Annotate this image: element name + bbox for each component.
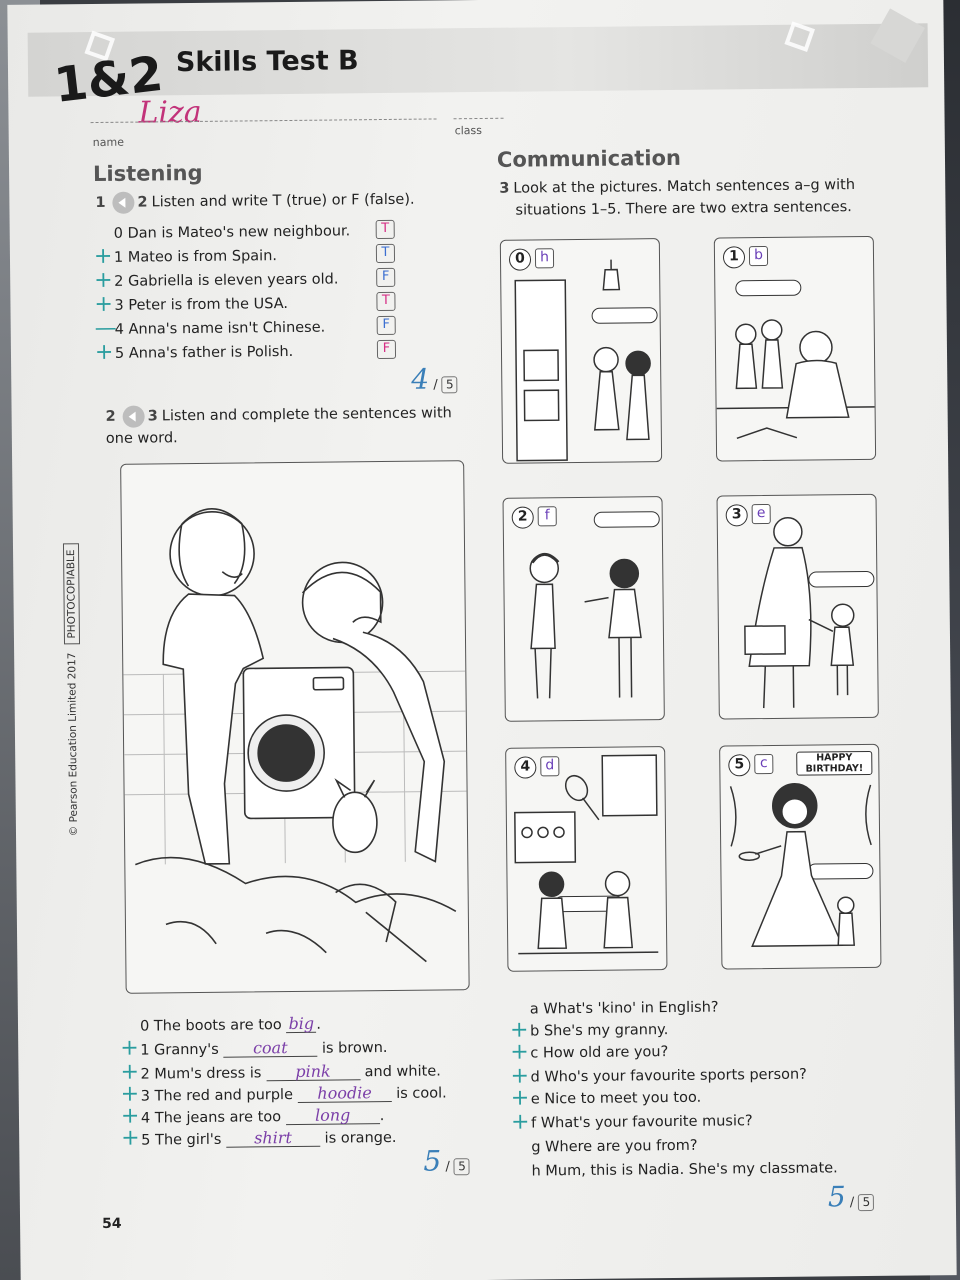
ex2-answer[interactable]: shirt	[226, 1130, 320, 1148]
picture-0	[500, 238, 662, 464]
ex3-instruction-line2: situations 1–5. There are two extra sentences.	[515, 199, 852, 219]
worksheet-page	[7, 0, 956, 1280]
ex2-answer[interactable]: coat	[223, 1040, 317, 1058]
grading-mark: +	[93, 243, 113, 270]
ex3-option: d Who's your favourite sports person?	[530, 1066, 807, 1086]
ex2-item: 0 The boots are too big .	[139, 1013, 322, 1035]
picture-4-drawing	[506, 747, 667, 972]
copyright-notice	[65, 543, 80, 836]
ex3-option: c How old are you?	[530, 1044, 669, 1062]
grading-mark: +	[120, 1103, 140, 1129]
picture-1	[714, 236, 876, 462]
picture-2-drawing	[504, 497, 665, 722]
picture-number: 1	[723, 246, 745, 268]
ex1-answer-box[interactable]: F	[377, 316, 396, 335]
audio-icon[interactable]	[123, 406, 145, 428]
grading-mark: +	[94, 339, 114, 366]
grading-mark: +	[94, 291, 114, 318]
picture-answer-box[interactable]: f	[538, 506, 557, 526]
picture-answer-box[interactable]: b	[749, 246, 768, 266]
ex1-item: 4 Anna's name isn't Chinese.	[114, 319, 326, 338]
ex1-number: 1	[95, 194, 106, 212]
picture-number: 2	[512, 506, 534, 528]
ex3-option: h Mum, this is Nadia. She's my classmate.	[531, 1160, 838, 1180]
ex3-option: a What's 'kino' in English?	[529, 999, 719, 1018]
ex2-track: 3	[147, 408, 158, 425]
class-label: class	[454, 123, 483, 138]
ex2-score: 5 / 5	[423, 1144, 470, 1177]
ex3-option: g Where are you from?	[531, 1137, 698, 1156]
student-name[interactable]: Liza	[138, 94, 202, 131]
copyright-text: © Pearson Education Limited 2017	[66, 652, 81, 837]
section-communication-title: Communication	[496, 145, 682, 172]
picture-4	[505, 746, 667, 972]
ex3-option: e Nice to meet you too.	[530, 1089, 702, 1108]
picture-5	[719, 744, 881, 970]
audio-icon[interactable]	[112, 192, 134, 214]
class-line	[454, 118, 504, 120]
ex2-answer[interactable]: pink	[266, 1063, 360, 1081]
ex3-score-total: 5	[858, 1194, 874, 1211]
picture-number: 3	[726, 504, 748, 526]
ex1-answer-box[interactable]: F	[377, 340, 396, 359]
page-number: 54	[102, 1215, 122, 1233]
ex1-answer-box[interactable]: F	[376, 268, 395, 287]
ex1-item: 2 Gabriella is eleven years old.	[114, 271, 339, 290]
picture-answer-box[interactable]: h	[535, 248, 554, 268]
ex1-track: 2	[137, 194, 148, 211]
ex1-instruction-text: Listen and write T (true) or F (false).	[151, 191, 415, 211]
test-title: Skills Test B	[175, 45, 359, 79]
grading-mark: +	[120, 1035, 139, 1061]
ex2-answer[interactable]: long	[286, 1107, 380, 1125]
ex1-answer-box[interactable]: T	[376, 292, 395, 311]
grading-mark: +	[509, 1017, 529, 1043]
ex2-instruction	[106, 402, 453, 450]
picture-number: 4	[514, 756, 536, 778]
ex2-answer[interactable]: big	[286, 1016, 316, 1033]
ex1-score-value: 4	[411, 362, 430, 396]
picture-5-drawing	[720, 745, 881, 970]
picture-answer-box[interactable]: d	[540, 756, 559, 776]
laundry-scene-illustration	[120, 460, 470, 994]
grading-mark: —	[94, 315, 117, 342]
section-listening-title: Listening	[92, 160, 203, 187]
grading-mark: +	[120, 1059, 140, 1085]
ex1-item: 5 Anna's father is Polish.	[114, 343, 294, 362]
photocopiable-label: PHOTOCOPIABLE	[63, 543, 80, 644]
ex1-item: 3 Peter is from the USA.	[114, 296, 289, 314]
ex1-item: 1 Mateo is from Spain.	[113, 248, 278, 266]
ex2-score-value: 5	[423, 1144, 442, 1178]
ex3-instruction-line1: Look at the pictures. Match sentences a–g with	[513, 177, 856, 197]
ex1-answer-box[interactable]: T	[376, 220, 395, 239]
picture-number: 0	[509, 248, 531, 270]
ex3-score: 5 / 5	[828, 1180, 875, 1213]
name-label: name	[92, 135, 125, 150]
ex2-item: 5 The girl's shirt is orange.	[141, 1128, 397, 1149]
grading-mark: +	[510, 1085, 530, 1111]
ex3-option: b She's my granny.	[530, 1022, 669, 1040]
ex2-instruction-line1: Listen and complete the sentences with	[161, 405, 452, 425]
ex1-instruction	[95, 189, 414, 214]
ex3-instruction	[499, 174, 855, 222]
ex1-item: 0 Dan is Mateo's new neighbour.	[113, 223, 351, 242]
ex2-item: 3 The red and purple hoodie is cool.	[140, 1083, 447, 1105]
ex3-option: f What's your favourite music?	[530, 1113, 753, 1132]
picture-answer-box[interactable]: e	[752, 504, 771, 524]
ex2-score-total: 5	[454, 1158, 470, 1175]
picture-2	[503, 496, 665, 722]
picture-number: 5	[728, 754, 750, 776]
birthday-sign: HAPPY BIRTHDAY!	[796, 751, 872, 776]
ex1-score-total: 5	[442, 376, 458, 393]
picture-1-drawing	[715, 237, 876, 462]
ex2-item: 2 Mum's dress is pink and white.	[140, 1061, 441, 1083]
ex2-number: 2	[105, 408, 116, 425]
grading-mark: +	[121, 1125, 140, 1151]
ex2-item: 4 The jeans are too long .	[140, 1105, 385, 1127]
ex1-answer-box[interactable]: T	[376, 244, 395, 263]
grading-mark: +	[94, 267, 113, 294]
picture-0-drawing	[501, 239, 662, 464]
ex3-score-value: 5	[827, 1180, 846, 1214]
grading-mark: +	[510, 1039, 529, 1065]
picture-answer-box[interactable]: c	[754, 754, 773, 774]
ex1-score: 4 / 5	[411, 362, 458, 395]
laundry-scene-drawing	[121, 461, 470, 994]
grading-mark: +	[510, 1109, 530, 1135]
ex3-number: 3	[499, 180, 510, 197]
picture-3	[717, 494, 879, 720]
unit-number: 1&2	[51, 45, 166, 114]
grading-mark: +	[120, 1081, 140, 1107]
ex2-answer[interactable]: hoodie	[297, 1085, 391, 1103]
grading-mark: +	[510, 1063, 530, 1089]
ex2-instruction-line2: one word.	[105, 430, 178, 447]
ex2-item: 1 Granny's coat is brown.	[140, 1038, 388, 1059]
picture-3-drawing	[718, 495, 879, 720]
